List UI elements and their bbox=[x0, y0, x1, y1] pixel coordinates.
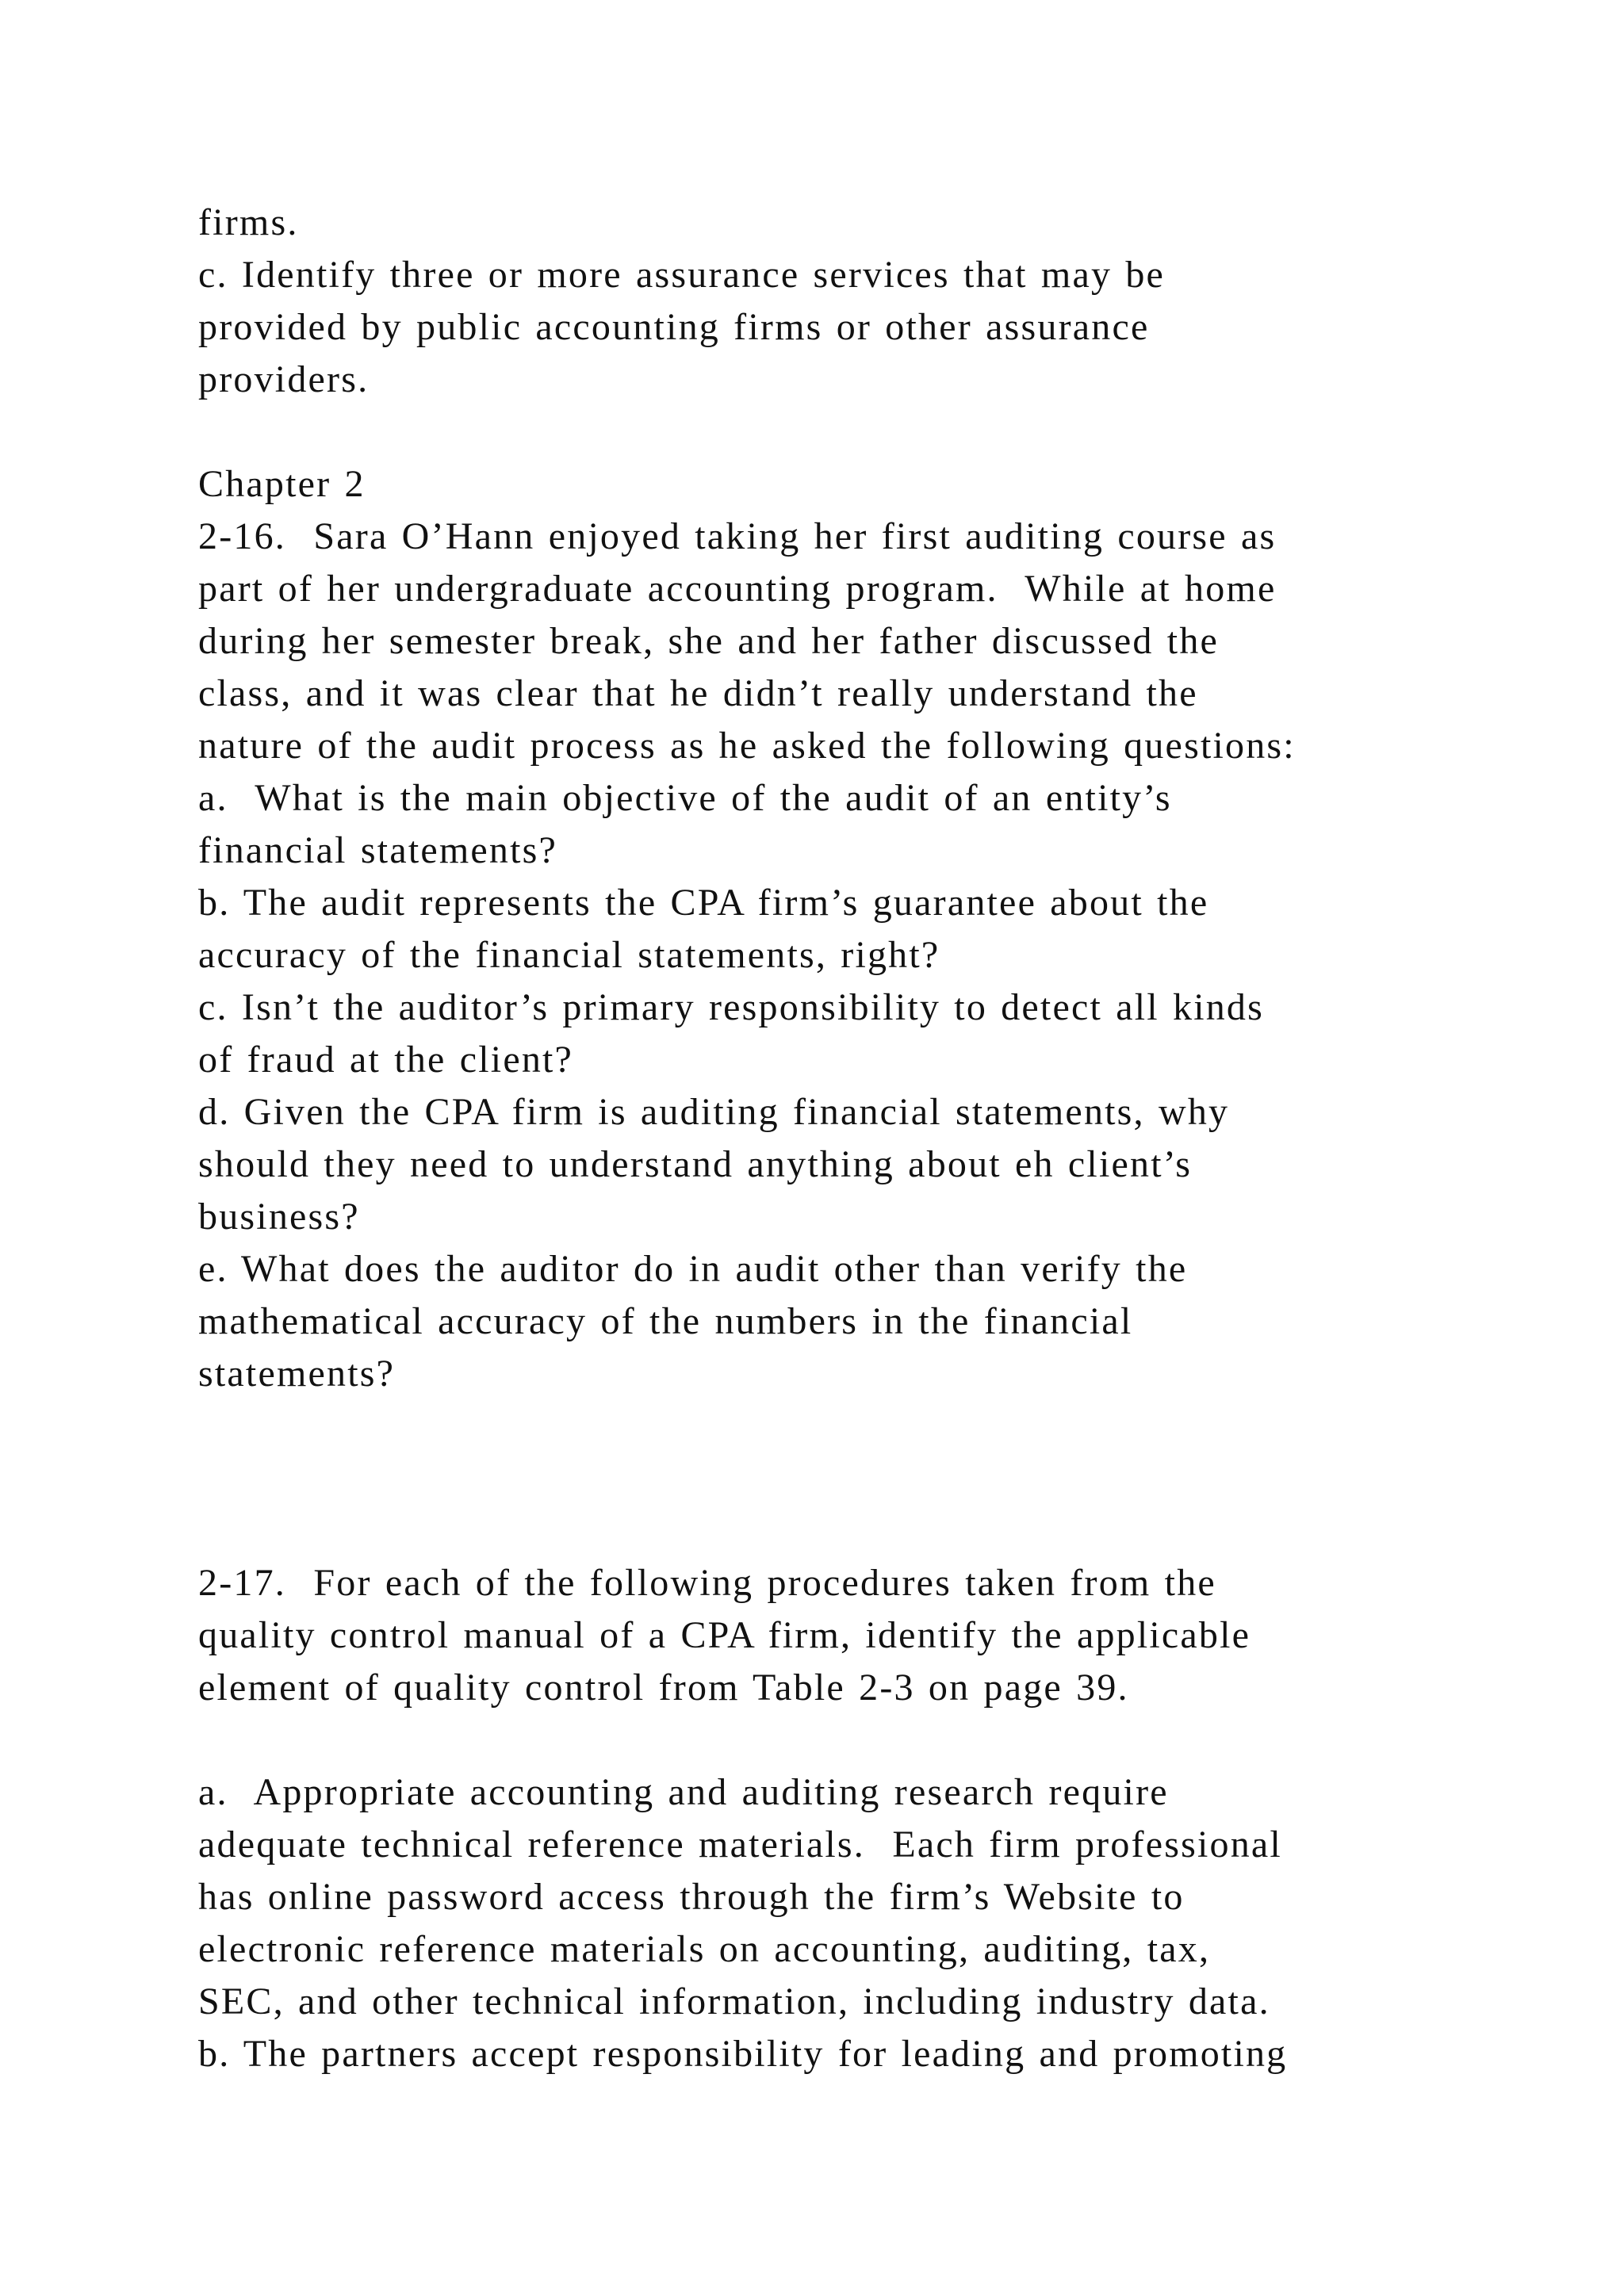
text-line: electronic reference materials on accounting, auditing, tax, bbox=[198, 1928, 1211, 1970]
text-line: statements? bbox=[198, 1353, 396, 1395]
document-body bbox=[198, 197, 1467, 2080]
text-line: should they need to understand anything about eh client’s bbox=[198, 1143, 1193, 1185]
blank-line bbox=[198, 406, 1467, 458]
text-line: c. Isn’t the auditor’s primary responsibility to detect all kinds bbox=[198, 986, 1265, 1028]
text-line: a. What is the main objective of the audit of an entity’s bbox=[198, 777, 1172, 819]
text-line: 2-16. Sara O’Hann enjoyed taking her first auditing course as bbox=[198, 515, 1277, 557]
blank-line bbox=[198, 1505, 1467, 1557]
text-line: b. The partners accept responsibility for leading and promoting bbox=[198, 2033, 1288, 2075]
text-line: e. What does the auditor do in audit other than verify the bbox=[198, 1248, 1188, 1290]
text-line: b. The audit represents the CPA firm’s guarantee about the bbox=[198, 882, 1209, 924]
text-line: firms. bbox=[198, 201, 299, 243]
text-line: accuracy of the financial statements, right? bbox=[198, 934, 940, 976]
text-line: adequate technical reference materials. Each firm professional bbox=[198, 1823, 1282, 1866]
text-line: SEC, and other technical information, including industry data. bbox=[198, 1980, 1270, 2022]
blank-line bbox=[198, 1400, 1467, 1452]
blank-line bbox=[198, 1452, 1467, 1505]
text-line: element of quality control from Table 2-3 on page 39. bbox=[198, 1667, 1129, 1709]
text-line: nature of the audit process as he asked the following questions: bbox=[198, 725, 1296, 767]
text-line: c. Identify three or more assurance services that may be bbox=[198, 254, 1166, 296]
text-line: provided by public accounting firms or other assurance bbox=[198, 306, 1150, 348]
text-line: during her semester break, she and her father discussed the bbox=[198, 620, 1220, 662]
text-line: providers. bbox=[198, 358, 370, 400]
text-line: financial statements? bbox=[198, 829, 558, 871]
text-line: quality control manual of a CPA firm, identify the applicable bbox=[198, 1614, 1251, 1656]
chapter-heading: Chapter 2 bbox=[198, 463, 366, 505]
text-line: 2-17. For each of the following procedures taken from the bbox=[198, 1562, 1216, 1604]
text-line: has online password access through the firm’s Website to bbox=[198, 1876, 1185, 1918]
text-line: business? bbox=[198, 1196, 360, 1238]
text-line: mathematical accuracy of the numbers in the financial bbox=[198, 1300, 1133, 1342]
text-line: class, and it was clear that he didn’t really understand the bbox=[198, 672, 1198, 714]
blank-line bbox=[198, 1714, 1467, 1766]
text-line: part of her undergraduate accounting program. While at home bbox=[198, 568, 1277, 610]
text-line: a. Appropriate accounting and auditing research require bbox=[198, 1771, 1169, 1813]
text-line: of fraud at the client? bbox=[198, 1039, 574, 1081]
text-line: d. Given the CPA firm is auditing financial statements, why bbox=[198, 1091, 1230, 1133]
